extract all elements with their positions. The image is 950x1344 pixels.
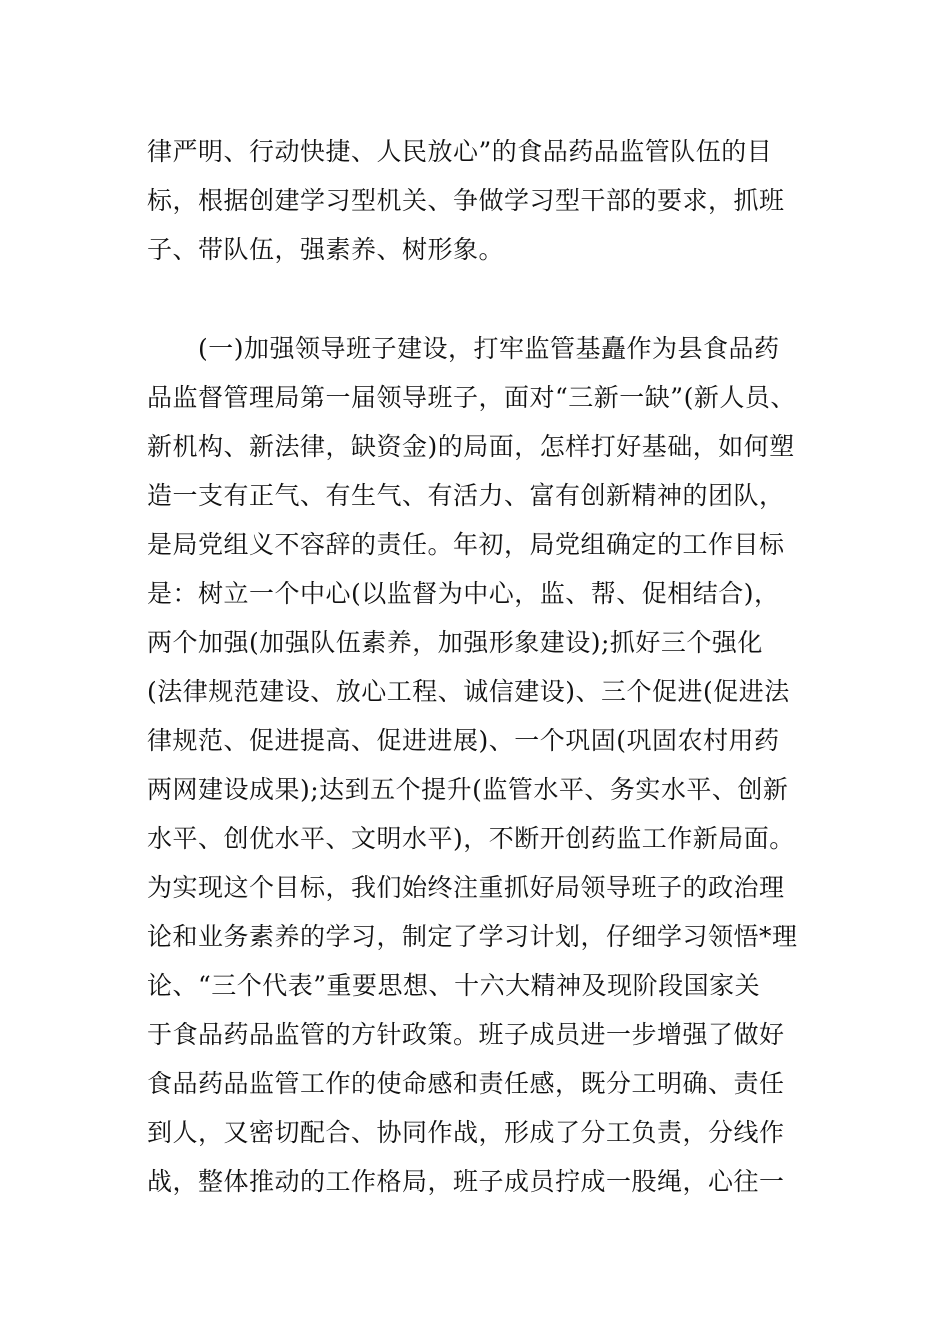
paragraph-2-line: 造一支有正气、有生气、有活力、富有创新精神的团队，	[147, 481, 785, 510]
paragraph-1-line: 标，根据创建学习型机关、争做学习型干部的要求，抓班	[147, 186, 785, 215]
paragraph-2-line: 论、“三个代表”重要思想、十六大精神及现阶段国家关	[147, 971, 761, 1000]
paragraph-2-line: 为实现这个目标，我们始终注重抓好局领导班子的政治理	[147, 873, 785, 902]
paragraph-2-line: 到人，又密切配合、协同作战，形成了分工负责，分线作	[147, 1118, 785, 1147]
paragraph-1-line: 子、带队伍，强素养、树形象。	[147, 235, 505, 264]
paragraph-2-line: 两个加强(加强队伍素养，加强形象建设);抓好三个强化	[147, 628, 763, 657]
paragraph-1	[147, 127, 817, 274]
paragraph-2-line: 食品药品监管工作的使命感和责任感，既分工明确、责任	[147, 1069, 785, 1098]
paragraph-2-line: 是：树立一个中心(以监督为中心，监、帮、促相结合)，	[147, 579, 780, 608]
paragraph-2	[147, 324, 817, 1206]
paragraph-2-line: 律规范、促进提高、促进进展)、一个巩固(巩固农村用药	[147, 726, 780, 755]
paragraph-2-line: 战，整体推动的工作格局，班子成员拧成一股绳，心往一	[147, 1167, 785, 1196]
paragraph-2-line: (一)加强领导班子建设，打牢监管基矗作为县食品药	[147, 334, 780, 363]
paragraph-2-line: 是局党组义不容辞的责任。年初，局党组确定的工作目标	[147, 530, 785, 559]
paragraph-2-line: 论和业务素养的学习，制定了学习计划，仔细学习领悟*理	[147, 922, 798, 951]
paragraph-2-line: (法律规范建设、放心工程、诚信建设)、三个促进(促进法	[147, 677, 790, 706]
paragraph-1-line: 律严明、行动快捷、人民放心”的食品药品监管队伍的目	[147, 137, 773, 166]
paragraph-2-line: 品监督管理局第一届领导班子，面对“三新一缺”(新人员、	[147, 383, 796, 412]
paragraph-2-line: 于食品药品监管的方针政策。班子成员进一步增强了做好	[147, 1020, 785, 1049]
paragraph-2-line: 两网建设成果);达到五个提升(监管水平、务实水平、创新	[147, 775, 789, 804]
paragraph-2-line: 新机构、新法律，缺资金)的局面，怎样打好基础，如何塑	[147, 432, 795, 461]
paragraph-2-line: 水平、创优水平、文明水平)，不断开创药监工作新局面。	[147, 824, 795, 853]
